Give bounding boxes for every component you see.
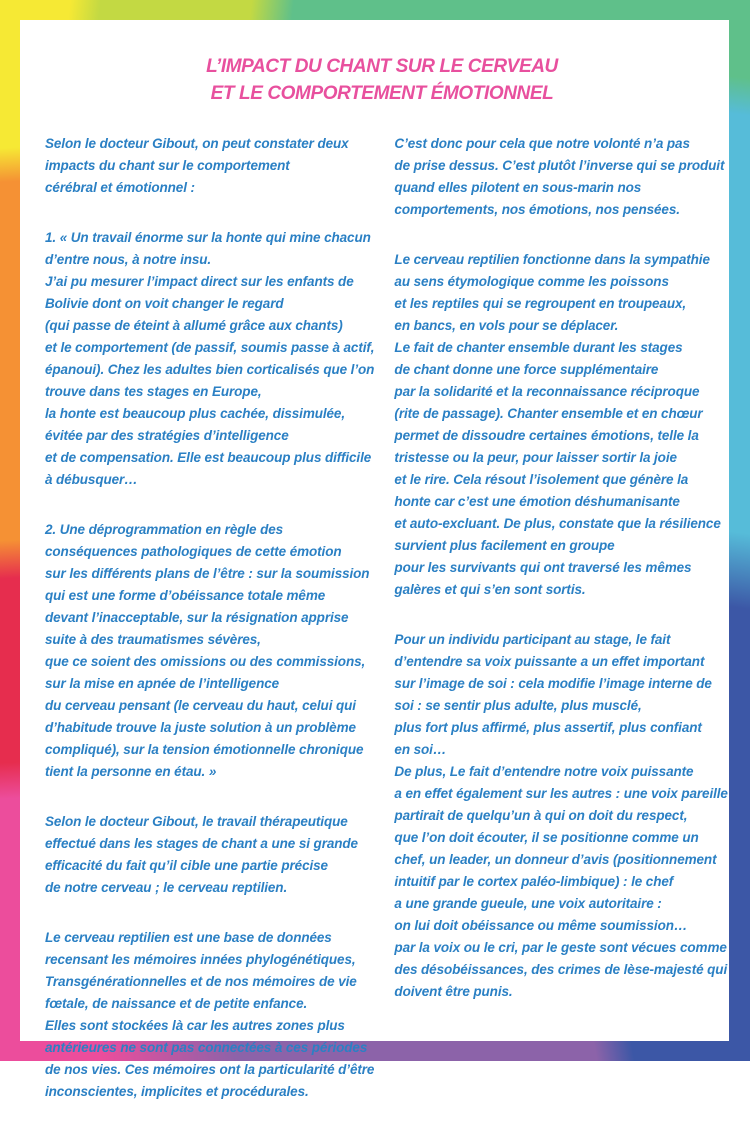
content-sheet (20, 20, 729, 1099)
text-line: tient la personne en étau. » (45, 764, 217, 779)
text-line: Pour un individu participant au stage, le fait (394, 632, 671, 647)
text-line: des désobéissances, des crimes de lèse-majesté qui (394, 962, 728, 977)
text-line: impacts du chant sur le comportement (45, 158, 290, 173)
text-line: on lui doit obéissance ou même soumission… (394, 918, 688, 933)
text-line: sur les différents plans de l’être : sur la soumission (45, 566, 370, 581)
text-line: et le comportement (de passif, soumis passe à actif, (45, 340, 375, 355)
text-line: 2. Une déprogrammation en règle des (45, 522, 284, 537)
text-line: suite à des traumatismes sévères, (45, 632, 261, 647)
text-line: cérébral et émotionnel : (45, 180, 195, 195)
text-line: De plus, Le fait d’entendre notre voix puissante (394, 764, 694, 779)
text-line: permet de dissoudre certaines émotions, telle la (394, 428, 699, 443)
text-line: Transgénérationnelles et de nos mémoires de vie (45, 974, 357, 989)
text-line: et de compensation. Elle est beaucoup plus difficile (45, 450, 372, 465)
text-line: efficacité du fait qu’il cible une partie précise (45, 858, 328, 873)
text-line: d’habitude trouve la juste solution à un problème (45, 720, 356, 735)
text-line: honte car c’est une émotion déshumanisante (394, 494, 680, 509)
paragraph (394, 249, 724, 601)
text-line: recensant les mémoires innées phylogénétiques, (45, 952, 356, 967)
text-line: de notre cerveau ; le cerveau reptilien. (45, 880, 288, 895)
paragraph (45, 927, 374, 1103)
rainbow-border-top (0, 0, 750, 20)
text-line: soi : se sentir plus adulte, plus musclé, (394, 698, 642, 713)
right-column (394, 133, 728, 1031)
text-line: tristesse ou la peur, pour laisser sortir la joie (394, 450, 677, 465)
paragraph (45, 811, 374, 899)
text-line: fœtale, de naissance et de petite enfance. (45, 996, 308, 1011)
rainbow-border-left (0, 20, 20, 1041)
text-line: par la solidarité et la reconnaissance réciproque (394, 384, 700, 399)
text-line: Le fait de chanter ensemble durant les stages (394, 340, 683, 355)
text-line: du cerveau pensant (le cerveau du haut, celui qui (45, 698, 356, 713)
paragraph (45, 519, 374, 783)
text-line: comportements, nos émotions, nos pensées. (394, 202, 680, 217)
text-line: en bancs, en vols pour se déplacer. (394, 318, 619, 333)
text-line: chef, un leader, un donneur d’avis (positionnement (394, 852, 717, 867)
paragraph (394, 629, 728, 1003)
text-line: au sens étymologique comme les poissons (394, 274, 669, 289)
text-line: quand elles pilotent en sous-marin nos (394, 180, 642, 195)
paragraph (394, 133, 724, 221)
paragraph (45, 133, 374, 199)
rainbow-border-right (729, 20, 750, 1041)
text-line: partirait de quelqu’un à qui on doit du respect, (394, 808, 688, 823)
text-line: épanoui). Chez les adultes bien corticalisés que l’on (45, 362, 375, 377)
page-title (45, 53, 719, 107)
text-line: et le rire. Cela résout l’isolement que génère la (394, 472, 689, 487)
text-line: trouve dans tes stages en Europe, (45, 384, 262, 399)
text-line: qui est une forme d’obéissance totale même (45, 588, 326, 603)
page-title-line-1: L’IMPACT DU CHANT SUR LE CERVEAU (206, 56, 558, 77)
text-line: Le cerveau reptilien fonctionne dans la sympathie (394, 252, 710, 267)
text-line: a en effet également sur les autres : une voix pareille (394, 786, 728, 801)
two-column-body (45, 133, 728, 1131)
text-line: devant l’inacceptable, sur la résignation apprise (45, 610, 349, 625)
text-line: galères et qui s’en sont sortis. (394, 582, 586, 597)
text-line: Le cerveau reptilien est une base de données (45, 930, 332, 945)
text-line: plus fort plus affirmé, plus assertif, plus confiant (394, 720, 702, 735)
text-line: intuitif par le cortex paléo-limbique) : le chef (394, 874, 674, 889)
text-line: en soi… (394, 742, 447, 757)
text-line: (qui passe de éteint à allumé grâce aux chants) (45, 318, 343, 333)
paragraph (45, 227, 374, 491)
text-line: et les reptiles qui se regroupent en troupeaux, (394, 296, 687, 311)
text-line: de nos vies. Ces mémoires ont la particularité d’être (45, 1062, 375, 1077)
text-line: compliqué), sur la tension émotionnelle chronique (45, 742, 364, 757)
text-line: effectué dans les stages de chant a une si grande (45, 836, 358, 851)
text-line: de chant donne une force supplémentaire (394, 362, 659, 377)
text-line: Selon le docteur Gibout, le travail thérapeutique (45, 814, 348, 829)
text-line: a une grande gueule, une voix autoritaire : (394, 896, 662, 911)
text-line: par la voix ou le cri, par le geste sont vécues comme (394, 940, 727, 955)
text-line: Selon le docteur Gibout, on peut constater deux (45, 136, 349, 151)
text-line: de prise dessus. C’est plutôt l’inverse qui se produit (394, 158, 725, 173)
text-line: (rite de passage). Chanter ensemble et en chœur (394, 406, 703, 421)
text-line: pour les survivants qui ont traversé les mêmes (394, 560, 692, 575)
text-line: Elles sont stockées là car les autres zones plus (45, 1018, 345, 1033)
text-line: survient plus facilement en groupe (394, 538, 615, 553)
text-line: antérieures ne sont pas connectées à ces périodes (45, 1040, 368, 1055)
text-line: J’ai pu mesurer l’impact direct sur les enfants de (45, 274, 354, 289)
text-line: que l’on doit écouter, il se positionne comme un (394, 830, 699, 845)
left-column (45, 133, 374, 1131)
page-title-line-2: ET LE COMPORTEMENT ÉMOTIONNEL (210, 83, 554, 104)
text-line: que ce soient des omissions ou des commissions, (45, 654, 366, 669)
text-line: d’entre nous, à notre insu. (45, 252, 212, 267)
text-line: d’entendre sa voix puissante a un effet important (394, 654, 705, 669)
text-line: la honte est beaucoup plus cachée, dissimulée, (45, 406, 345, 421)
text-line: à débusquer… (45, 472, 138, 487)
text-line: C’est donc pour cela que notre volonté n’a pas (394, 136, 690, 151)
text-line: inconscientes, implicites et procédurales. (45, 1084, 309, 1099)
text-line: évitée par des stratégies d’intelligence (45, 428, 289, 443)
text-line: 1. « Un travail énorme sur la honte qui mine chacun (45, 230, 371, 245)
text-line: sur l’image de soi : cela modifie l’image interne de (394, 676, 712, 691)
text-line: Bolivie dont on voit changer le regard (45, 296, 284, 311)
text-line: et auto-excluant. De plus, constate que la résilience (394, 516, 721, 531)
text-line: sur la mise en apnée de l’intelligence (45, 676, 280, 691)
text-line: conséquences pathologiques de cette émotion (45, 544, 342, 559)
text-line: doivent être punis. (394, 984, 513, 999)
